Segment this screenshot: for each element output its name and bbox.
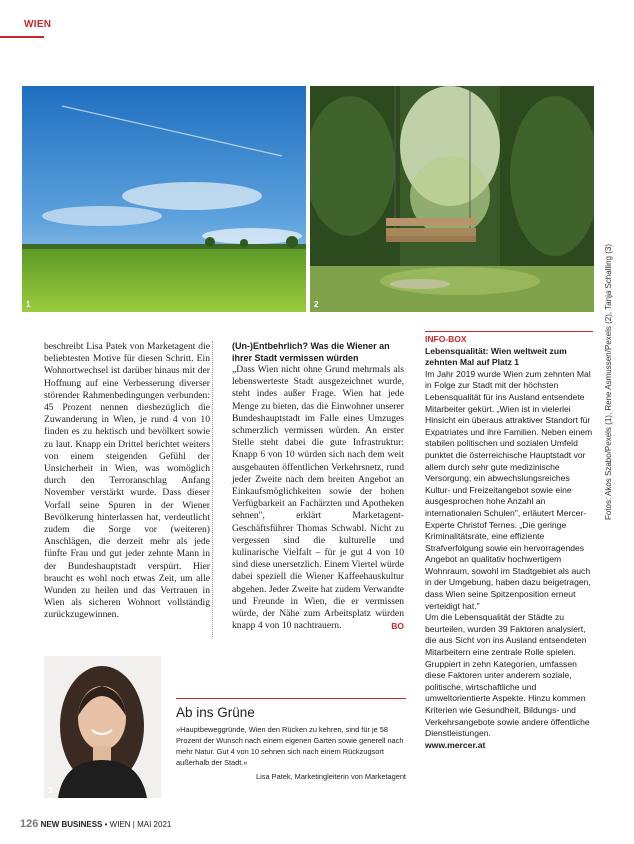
footer-separator: •: [104, 820, 108, 829]
section-label: WIEN: [24, 19, 52, 30]
photo-number: 2: [314, 300, 319, 309]
photo-garden: [310, 86, 594, 312]
quote-box: [176, 698, 406, 781]
info-box-label: INFO-BOX: [425, 334, 467, 344]
quote-text: »Hauptbeweggründe, Wien den Rücken zu kehren, sind für je 58 Prozent der Wunsch nach einem eigenen Garten sowie generell nach mehr Natur. Gut 4 von 10 sehnen sich nach einem Rückzugsort außerhalb der Stadt.«: [176, 725, 404, 767]
publication-name: NEW BUSINESS: [40, 820, 103, 829]
body-text: beschreibt Lisa Patek von Marketagent die beliebtesten Motive für diesen Schritt. Ein Wohnortwechsel ist darüber hinaus mit der Hoffnung auf eine Verbesserung diverser störender Rahmenbedingungen verbunden: 45 Prozent nennen diesbezüglich die Zuwanderung in Wien, je rund 4 von 10 finden es zu hektisch und bevölkert sowie zu laut. Knapp ein Drittel berichtet weiters von einem steigenden Gefühl der Unsicherheit in Wien, was womöglich durch den Terroranschlag Anfang November verstärkt wurde. Dass dieser Vorfall seine Spuren in der Wiener Bevölkerung hinterlassen hat, verdeutlicht zudem die Sorge vor (weiteren) Anschlägen, die derzeit mehr als jede fünfte Frau und gut jeder zehnte Mann in der Bundeshauptstadt verspürt. Hier braucht es wohl noch etwas Zeit, um alle Wunden zu heilen und das Vertrauen in Wien als sicheren Wohnort vollständig zurückzugewinnen.: [44, 341, 210, 621]
photo-number: 3: [48, 786, 53, 795]
info-box-text: Im Jahr 2019 wurde Wien zum zehnten Mal in Folge zur Stadt mit der höchsten Lebensqualität für ins Ausland entsendete Mitarbeiter gekürt. „Wien ist in vielerlei Hinsicht ein überaus attraktiver Standort für Expatriates und ihre Familien. Neben einem stabilen politischen und sozialen Umfeld punktet die österreichische Hauptstadt vor allem durch sehr gute medizinische Versorgung, ein abwechslungsreiches Kultur- und Freizeitangebot sowie eine ausgesprochen hohe Anzahl an internationalen Schulen", erläutert Mercer-Experte Christof Ternes. „Die geringe Kriminalitätsrate, eine effiziente Strafverfolgung sowie ein hervorragendes Angebot an qualitativ hochwertigem Wohnraum, sowohl im Stadtgebiet als auch in der Umgebung, haben dazu beigetragen, dass Wien seine Spitzenposition erneut verteidigt hat.": [425, 368, 593, 611]
body-text-content: „Dass Wien nicht ohne Grund mehrmals als lebenswerteste Stadt ausgezeichnet wurde, steht indes außer Frage. Wien hat jede Menge zu bieten, das die Einwohner unserer Bundeshauptstadt im Falle eines Umzuges schmerzlich vermissen würden. An erster Stelle steht dabei die gute Infrastruktur: Knapp 6 von 10 würden sich nach dem weit ausgebauten öffentlichen Verkehrsnetz, rund jeder Zweite nach dem breiten Angebot an Einkaufsmöglichkeiten sowie der hohen Verfügbarkeit an Fachärzten und Apotheken sehnen", erklärt Marketagent-Geschäftsführer Thomas Schwabl. Nicht zu vergessen sind die kulturelle und kulinarische Vielfalt – für je gut 4 von 10 sind diese unersetzlich. Einem Viertel würde dabei speziell die Wiener Kaffeehauskultur abgehen. Jeder Zweite hat zudem Verwandte und Freunde in Wien, die er vermissen würde, der Nähe zum Arbeitsplatz würden knapp 4 von 10 nachtrauern.: [232, 364, 404, 632]
body-text: [232, 364, 404, 632]
footer-divider: |: [132, 820, 135, 829]
photo-field: [22, 86, 306, 312]
article-column-2: [232, 341, 404, 632]
photo-portrait-icon: [44, 656, 161, 798]
author-signature: BO: [391, 621, 404, 632]
article-column-1: [44, 341, 213, 637]
page-number: 126: [20, 818, 39, 830]
page-footer: [20, 818, 171, 830]
footer-issue: MAI 2021: [137, 820, 172, 829]
quote-author: Lisa Patek, Marketingleiterin von Marketagent: [256, 772, 406, 781]
info-box-rule: [425, 331, 593, 332]
subheading: (Un-)Entbehrlich? Was die Wiener an ihrer Stadt vermissen würden: [232, 341, 390, 363]
photo-portrait: [44, 656, 161, 798]
photo-credits: Fotos: Akos Szabo/Pexels (1), Rene Asmussen/Pexels (2), Tanja Schalling (3): [604, 244, 613, 520]
info-box-text-2: Um die Lebensqualität der Städte zu beurteilen, wurden 39 Faktoren analysiert, die aus Sicht von ins Ausland entsendeten Mitarbeitern eine zentrale Rolle spielen. Gruppiert in zehn Kategorien, umfassen diese Faktoren unter anderem soziale, politische, wirtschaftliche und umweltorientierte Aspekte. Hinzu kommen Kriterien wie Gesundheit, Bildungs- und Verkehrsangebote sowie andere öffentliche Dienstleistungen.: [425, 612, 590, 739]
info-box: [425, 331, 593, 751]
quote-title: Ab ins Grüne: [176, 705, 255, 720]
photo-garden-swing-icon: [310, 86, 594, 312]
photo-number: 1: [26, 300, 31, 309]
info-box-website: www.mercer.at: [425, 739, 486, 750]
footer-section: WIEN: [109, 820, 131, 829]
section-tag: [0, 10, 52, 38]
info-box-subtitle: Lebensqualität: Wien weltweit zum zehnten Mal auf Platz 1: [425, 345, 567, 368]
photo-field-sky-icon: [22, 86, 306, 312]
